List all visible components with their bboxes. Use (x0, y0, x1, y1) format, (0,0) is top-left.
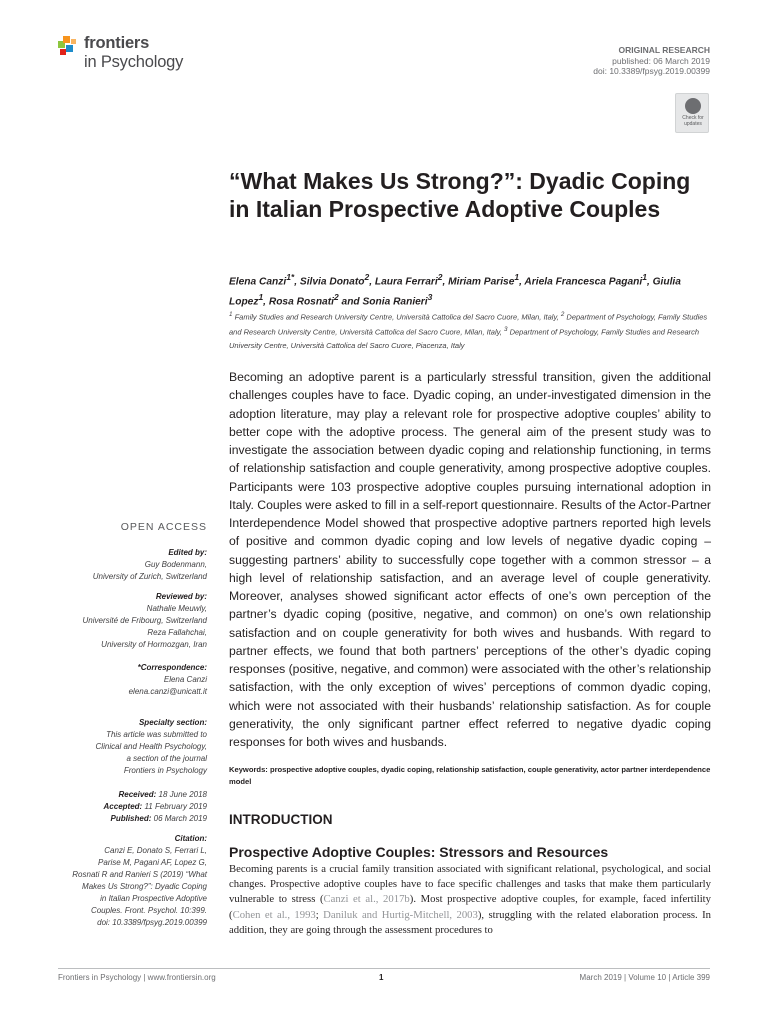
specialty-label: Specialty section: (138, 718, 207, 727)
reviewed-by-label: Reviewed by: (155, 592, 207, 601)
author-name[interactable]: Elena Canzi (229, 276, 287, 288)
abstract: Becoming an adoptive parent is a particularly stressful transition, given the additional challenges couples have to face. Dyadic coping, an under-investigated dimension in the adoption literature, may play a relevant role for prospective adoptive couples’ ability to better cope with the adoptive process. The general aim of the present study was to investigate the association between dyadic coping and relationship functioning, in terms of relationship satisfaction and couple generativity, among prospective adoptive couples. Participants were 103 prospective adoptive couples pursuing international adoption in Italy. Couples were asked to fill in a self-report questionnaire. Results of the Actor-Partner Interdependence Model showed that prospective adoptive partners reported high levels of positive and common dyadic coping and low levels of negative dyadic coping – suggesting partners’ ability to successfully cope together with a common stressor – a high level of relationship satisfaction, and an average level of couple generativity. Moreover, analyses showed significant actor effects of one’s own perception of the partner’s dyadic coping (positive, negative, and common) on one’s own relationship satisfaction and on couple generativity for both wives and husbands. With regard to partner effects, we found that both partners’ perceptions of the other’s dyadic coping responses (positive, negative, and common) were associated with the other’s relationship satisfaction, with the only exception of wives’ perceptions of common dyadic coping, which were not associated with their husbands’ relationship satisfaction. As for couple generativity, the only significant partner effect referred to negative dyadic coping responses for both wives and husbands. (229, 370, 711, 749)
citation-link[interactable]: Cohen et al., 1993 (232, 908, 316, 921)
reviewer-name: Reza Fallahchai, (147, 628, 207, 637)
received-date: 18 June 2018 (158, 790, 207, 799)
specialty-line: This article was submitted to (106, 730, 207, 739)
citation-line: Canzi E, Donato S, Ferrari L, (104, 846, 207, 855)
published-label: Published: (110, 814, 152, 823)
bookmark-icon (685, 98, 701, 114)
citation-line: Rosnati R and Ranieri S (2019) “What (72, 870, 207, 879)
reviewer-affiliation: Université de Fribourg, Switzerland (82, 616, 207, 625)
author-affil-mark: 1 (642, 272, 647, 282)
article-meta-header (593, 45, 710, 77)
author-joiner: and (341, 296, 360, 308)
specialty-line: a section of the journal (126, 754, 207, 763)
author-affil-mark: 3 (427, 291, 433, 302)
body-text-part: ), struggling with the related elaboration process. In addition, they are going through the assessment procedures to (229, 908, 711, 936)
author-affil-mark: 2 (437, 272, 443, 282)
body-text-part: Becoming parents is a crucial family transition associated with significant relational, psychological, and social changes. Prospective adoptive couples have to face specific challenges and tasks that make them particularly vulnerable to stress ( (229, 863, 711, 906)
author-name[interactable]: Sonia Ranieri (362, 296, 428, 308)
author-name[interactable]: Miriam Parise (448, 276, 515, 288)
editor-name: Guy Bodenmann, (144, 560, 207, 569)
citation-info (58, 833, 207, 929)
logo-text-frontiers: frontiers (84, 34, 150, 52)
subsection-heading: Prospective Adoptive Couples: Stressors and Resources (229, 844, 609, 860)
correspondence-label: *Correspondence: (137, 663, 207, 672)
check-for-updates-label: Check for updates (682, 115, 704, 127)
body-text-part: ; (315, 908, 324, 921)
footer-journal-link[interactable]: Frontiers in Psychology | www.frontiersin.org (58, 973, 216, 982)
keywords-list: prospective adoptive couples, dyadic coping, relationship satisfaction, couple generativity, actor partner interdependence model (229, 765, 711, 786)
journal-logo[interactable] (58, 32, 218, 80)
logo-text-journal: in Psychology (84, 53, 184, 71)
citation-line: Parise M, Pagani AF, Lopez G, (98, 858, 207, 867)
specialty-line: Frontiers in Psychology (123, 766, 207, 775)
footer-issue-info: March 2019 | Volume 10 | Article 399 (579, 973, 710, 982)
citation-doi[interactable]: doi: 10.3389/fpsyg.2019.00399 (97, 918, 207, 927)
author-name[interactable]: Giulia Lopez (229, 276, 681, 308)
section-heading-introduction: INTRODUCTION (229, 812, 333, 827)
citation-link[interactable]: Daniluk and Hurtig-Mitchell, 2003 (323, 908, 478, 921)
body-text-part: ). Most prospective adoptive couples, for example, faced infertility ( (229, 893, 711, 921)
affiliation-text: Family Studies and Research University Centre, Università Cattolica del Sacro Cuore, Milan, Italy, (234, 312, 559, 322)
editor-affiliation: University of Zurich, Switzerland (92, 572, 207, 581)
accepted-row (58, 801, 207, 813)
reviewer-affiliation: University of Hormozgan, Iran (101, 640, 207, 649)
affiliation-text: Department of Psychology, Family Studies and Research University Centre, Università Cattolica del Sacro Cuore, Milan, Italy, (229, 312, 708, 337)
author-name[interactable]: Ariela Francesca Pagani (524, 276, 643, 288)
published-date-side: 06 March 2019 (153, 814, 207, 823)
accepted-date: 11 February 2019 (144, 802, 207, 811)
affiliation-text: Department of Psychology, Family Studies and Research University Centre, Università Cattolica del Sacro Cuore, Piacenza, Italy (229, 327, 700, 350)
author-name[interactable]: Rosa Rosnati (268, 296, 334, 308)
affil-mark: 3 (503, 326, 508, 334)
affiliations (229, 309, 711, 352)
article-doi[interactable]: doi: 10.3389/fpsyg.2019.00399 (593, 66, 710, 76)
accepted-label: Accepted: (103, 802, 143, 811)
reviewer-name: Nathalie Meuwly, (146, 604, 207, 613)
author-affil-mark: 2 (333, 291, 339, 302)
open-access-label: OPEN ACCESS (120, 521, 207, 533)
author-affil-mark: 2 (364, 272, 370, 282)
citation-label: Citation: (174, 834, 207, 843)
author-affil-mark: 1 (514, 272, 520, 282)
author-affil-mark: 1* (286, 272, 295, 282)
author-name[interactable]: Laura Ferrari (374, 276, 438, 288)
citation-line: Couples. Front. Psychol. 10:399. (90, 906, 207, 915)
reviewer-info (58, 591, 207, 651)
article-type: ORIGINAL RESEARCH (618, 45, 710, 55)
specialty-line: Clinical and Health Psychology, (95, 742, 207, 751)
citation-link[interactable]: Canzi et al., 2017b (323, 893, 410, 906)
citation-line: Makes Us Strong?”: Dyadic Coping (82, 882, 207, 891)
check-for-updates-badge[interactable] (675, 93, 709, 133)
affil-mark: 2 (560, 311, 565, 318)
affil-mark: 1 (229, 311, 233, 318)
correspondence-info (58, 662, 207, 698)
author-list: Elena Canzi$^{1*}$, Silvia Donato$^2$, Laura Ferrari$^2$, Miriam Parise$^1$, Ariela Francesca Pagani$^1$, Giulia Lopez$^1$, Rosa Rosnati$^2$ and Sonia Ranieri$^3$ (229, 272, 681, 308)
correspondence-email[interactable]: elena.canzi@unicatt.it (128, 687, 207, 696)
received-label: Received: (118, 790, 157, 799)
correspondence-name: Elena Canzi (163, 675, 207, 684)
author-name[interactable]: Silvia Donato (299, 276, 365, 288)
received-row (58, 789, 207, 801)
author-affil-mark: 1 (258, 291, 264, 302)
editor-info (58, 547, 207, 583)
citation-line: in Italian Prospective Adoptive (100, 894, 207, 903)
page-number: 1 (379, 973, 384, 982)
body-paragraph (229, 862, 711, 938)
frontiers-logo-icon (58, 34, 80, 60)
dates-info (58, 789, 207, 825)
footer-divider (58, 968, 710, 969)
published-row (58, 813, 207, 825)
keywords-label: Keywords: (229, 765, 268, 774)
edited-by-label: Edited by: (168, 548, 207, 557)
keywords (229, 764, 711, 788)
article-title: “What Makes Us Strong?”: Dyadic Coping in Italian Prospective Adoptive Couples (229, 168, 691, 222)
specialty-section (58, 717, 207, 777)
published-date: published: 06 March 2019 (612, 55, 710, 66)
